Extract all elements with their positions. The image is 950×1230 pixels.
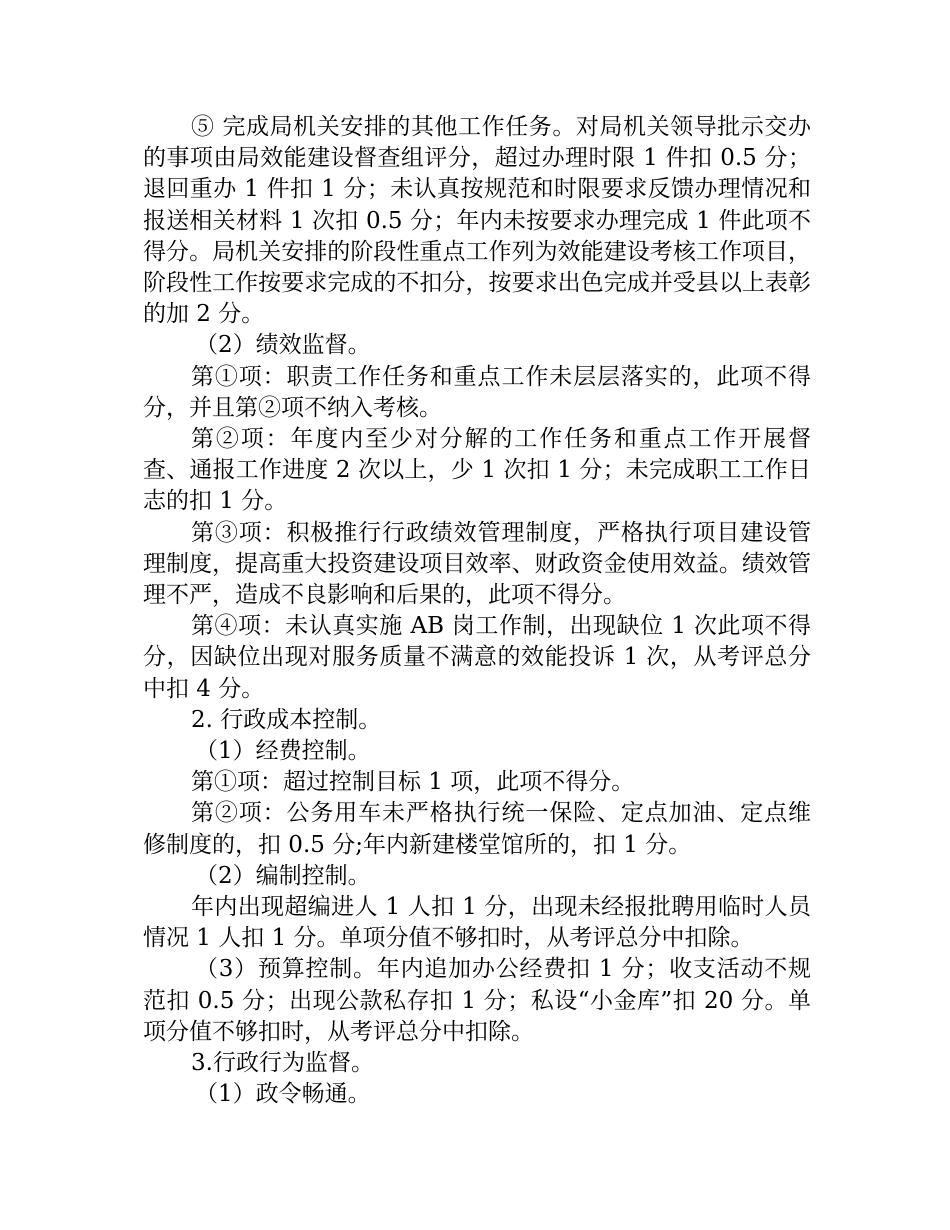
heading-admin-cost-control: 2. 行政成本控制。 bbox=[191, 706, 382, 733]
heading-performance-supervision: （2）绩效监督。 bbox=[195, 332, 371, 359]
paragraph-expense-item-1: 第①项：超过控制目标 1 项，此项不得分。 bbox=[191, 769, 635, 796]
document-body bbox=[143, 112, 811, 1111]
paragraph-staffing-rules: 年内出现超编进人 1 人扣 1 分，出现未经报批聘用临时人员情况 1 人扣 1 分。单项分值不够扣时，从考评总分中扣除。 bbox=[143, 894, 811, 952]
paragraph-performance-item-1: 第①项：职责工作任务和重点工作未层层落实的，此项不得分，并且第②项不纳入考核。 bbox=[143, 363, 811, 421]
paragraph-performance-item-2: 第②项：年度内至少对分解的工作任务和重点工作开展督查、通报工作进度 2 次以上，少 1 次扣 1 分；未完成职工工作日志的扣 1 分。 bbox=[143, 426, 811, 515]
paragraph-item-5-other-tasks: ⑤ 完成局机关安排的其他工作任务。对局机关领导批示交办的事项由局效能建设督查组评分，超过办理时限 1 件扣 0.5 分；退回重办 1 件扣 1 分；未认真按规范和时限要求反馈办理情况和报送相关材料 1 次扣 0.5 分；年内未按要求办理完成 1 件此项不得分。局机关安排的阶段性重点工作列为效能建设考核工作项目，阶段性工作按要求完成的不扣分，按要求出色完成并受县以上表彰的加 2 分。 bbox=[143, 114, 811, 328]
heading-staffing-control: （2）编制控制。 bbox=[195, 862, 371, 889]
heading-admin-conduct-supervision: 3.行政行为监督。 bbox=[191, 1050, 374, 1077]
paragraph-expense-item-2: 第②项：公务用车未严格执行统一保险、定点加油、定点维修制度的，扣 0.5 分;年内新建楼堂馆所的，扣 1 分。 bbox=[143, 800, 811, 858]
paragraph-performance-item-4: 第④项：未认真实施 AB 岗工作制，出现缺位 1 次此项不得分，因缺位出现对服务质量不满意的效能投诉 1 次，从考评总分中扣 4 分。 bbox=[143, 613, 811, 702]
heading-expense-control: （1）经费控制。 bbox=[195, 738, 371, 765]
paragraph-performance-item-3: 第③项：积极推行行政绩效管理制度，严格执行项目建设管理制度，提高重大投资建设项目效率、财政资金使用效益。绩效管理不严，造成不良影响和后果的，此项不得分。 bbox=[143, 519, 811, 609]
paragraph-budget-control: （3）预算控制。年内追加办公经费扣 1 分；收支活动不规范扣 0.5 分；出现公款私存扣 1 分；私设“小金库”扣 20 分。单项分值不够扣时，从考评总分中扣除。 bbox=[143, 956, 811, 1045]
heading-policy-implementation: （1）政令畅通。 bbox=[195, 1081, 371, 1108]
